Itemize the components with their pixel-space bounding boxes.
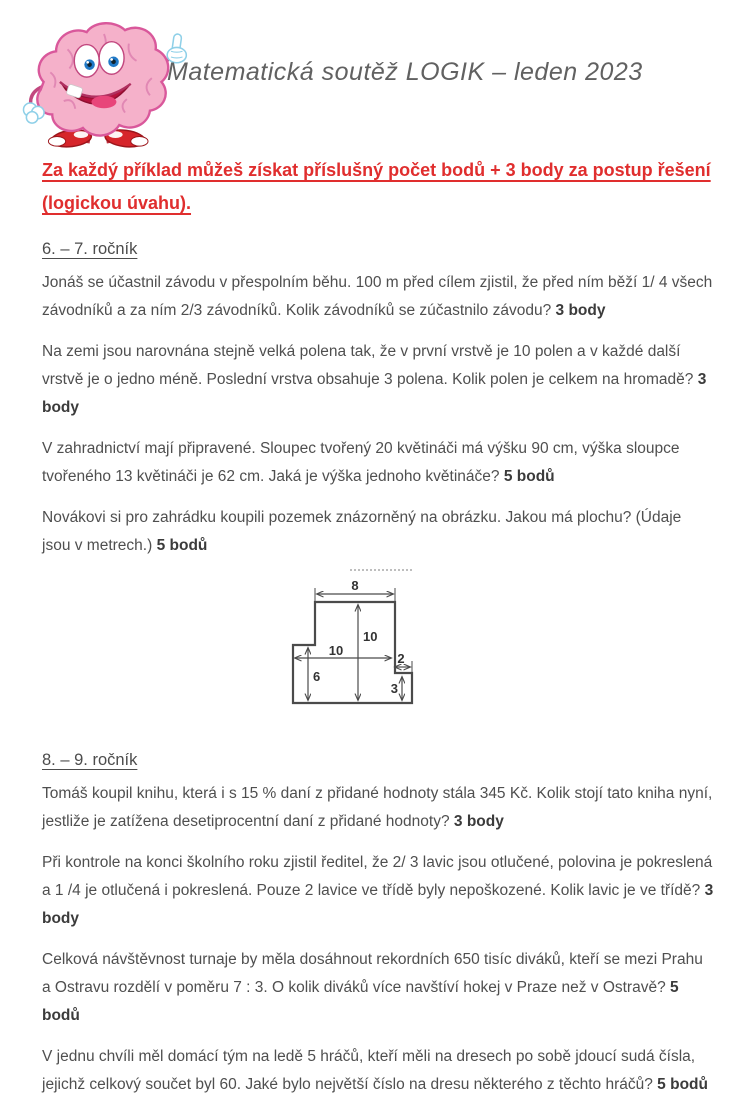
land-plot-figure [42, 573, 714, 731]
problem-text: Při kontrole na konci školního roku zjistil ředitel, že 2/ 3 lavic jsou otlučené, polovina je pokreslená a 1 /4 je otlučená i pokreslená. Pouze 2 lavice ve třídě byly nepoškozené. Kolik lavic je ve třídě? [42, 854, 713, 899]
points-badge: 5 bodů [503, 468, 555, 485]
points-badge: 5 bodů [156, 537, 208, 554]
problem-text: V zahradnictví mají připravené. Sloupec tvořený 20 květináči má výšku 90 cm, výška sloupce tvořeného 13 květináči je 62 cm. Jaká je výška jednoho květináče? [42, 440, 680, 485]
figure-label-top-width: 8 [351, 578, 359, 593]
page-title: Matematická soutěž LOGIK – leden 2023 [167, 58, 643, 86]
points-badge: 3 body [555, 302, 606, 319]
points-badge: 3 body [42, 371, 707, 416]
content-column [42, 154, 714, 1099]
scoring-notice: Za každý příklad můžeš získat příslušný počet bodů + 3 body za postup řešení (logickou úvahu). [42, 160, 711, 213]
problem-runners [42, 269, 714, 325]
problem-text: Na zemi jsou narovnána stejně velká polena tak, že v první vrstvě je 10 polen a v každé další vrstvě je o jedno méně. Poslední vrstva obsahuje 3 polena. Kolik polen je celkem na hromadě? [42, 343, 694, 388]
points-badge: 5 bodů [657, 1076, 708, 1093]
problem-book-vat [42, 780, 714, 836]
figure-label-right-height: 3 [390, 681, 398, 696]
problem-flowerpots [42, 435, 714, 491]
figure-label-inner-height: 10 [363, 629, 378, 644]
problem-logs [42, 338, 714, 422]
problem-land-plot [42, 504, 714, 560]
problem-text: Tomáš koupil knihu, která i s 15 % daní z přidané hodnoty stála 345 Kč. Kolik stojí tato kniha nyní, jestliže je zatížena desetiprocentní daní z přidané hodnoty? [42, 785, 713, 830]
points-badge: 3 body [42, 882, 714, 927]
section-heading-8-9: 8. – 9. ročník [42, 751, 138, 769]
figure-label-inner-width: 10 [328, 643, 344, 658]
problem-desks [42, 849, 714, 933]
problem-text: V jednu chvíli měl domácí tým na ledě 5 hráčů, kteří měli na dresech po sobě jdoucí sudá čísla, jejichž celkový součet byl 60. Jaké bylo největší číslo na dresu některého z těchto hráčů? [42, 1048, 696, 1093]
figure-label-right-width: 2 [397, 651, 405, 666]
problem-text: Celková návštěvnost turnaje by měla dosáhnout rekordních 650 tisíc diváků, kteří se mezi Prahu a Ostravu rozdělí v poměru 7 : 3. O kolik diváků více navštíví hokej v Praze než v Ostravě? [42, 951, 703, 996]
section-heading-6-7: 6. – 7. ročník [42, 240, 138, 258]
points-badge: 5 bodů [42, 979, 679, 1024]
problem-jersey-numbers [42, 1043, 714, 1099]
figure-label-left-height: 6 [313, 669, 321, 684]
problem-hockey-attendance [42, 946, 714, 1030]
problem-text: Jonáš se účastnil závodu v přespolním běhu. 100 m před cílem zjistil, že před ním běží 1/ 4 všech závodníků a za ním 2/3 závodníků. Kolik závodníků se zúčastnilo závodu? [42, 274, 713, 319]
scan-artifact-dots [350, 569, 412, 571]
mascot-brain-body [37, 23, 168, 135]
page-header [0, 0, 751, 146]
land-plot-diagram [280, 575, 480, 725]
points-badge: 3 body [453, 813, 504, 830]
problem-text: Novákovi si pro zahrádku koupili pozemek znázorněný na obrázku. Jakou má plochu? (Údaje jsou v metrech.) [42, 509, 682, 554]
